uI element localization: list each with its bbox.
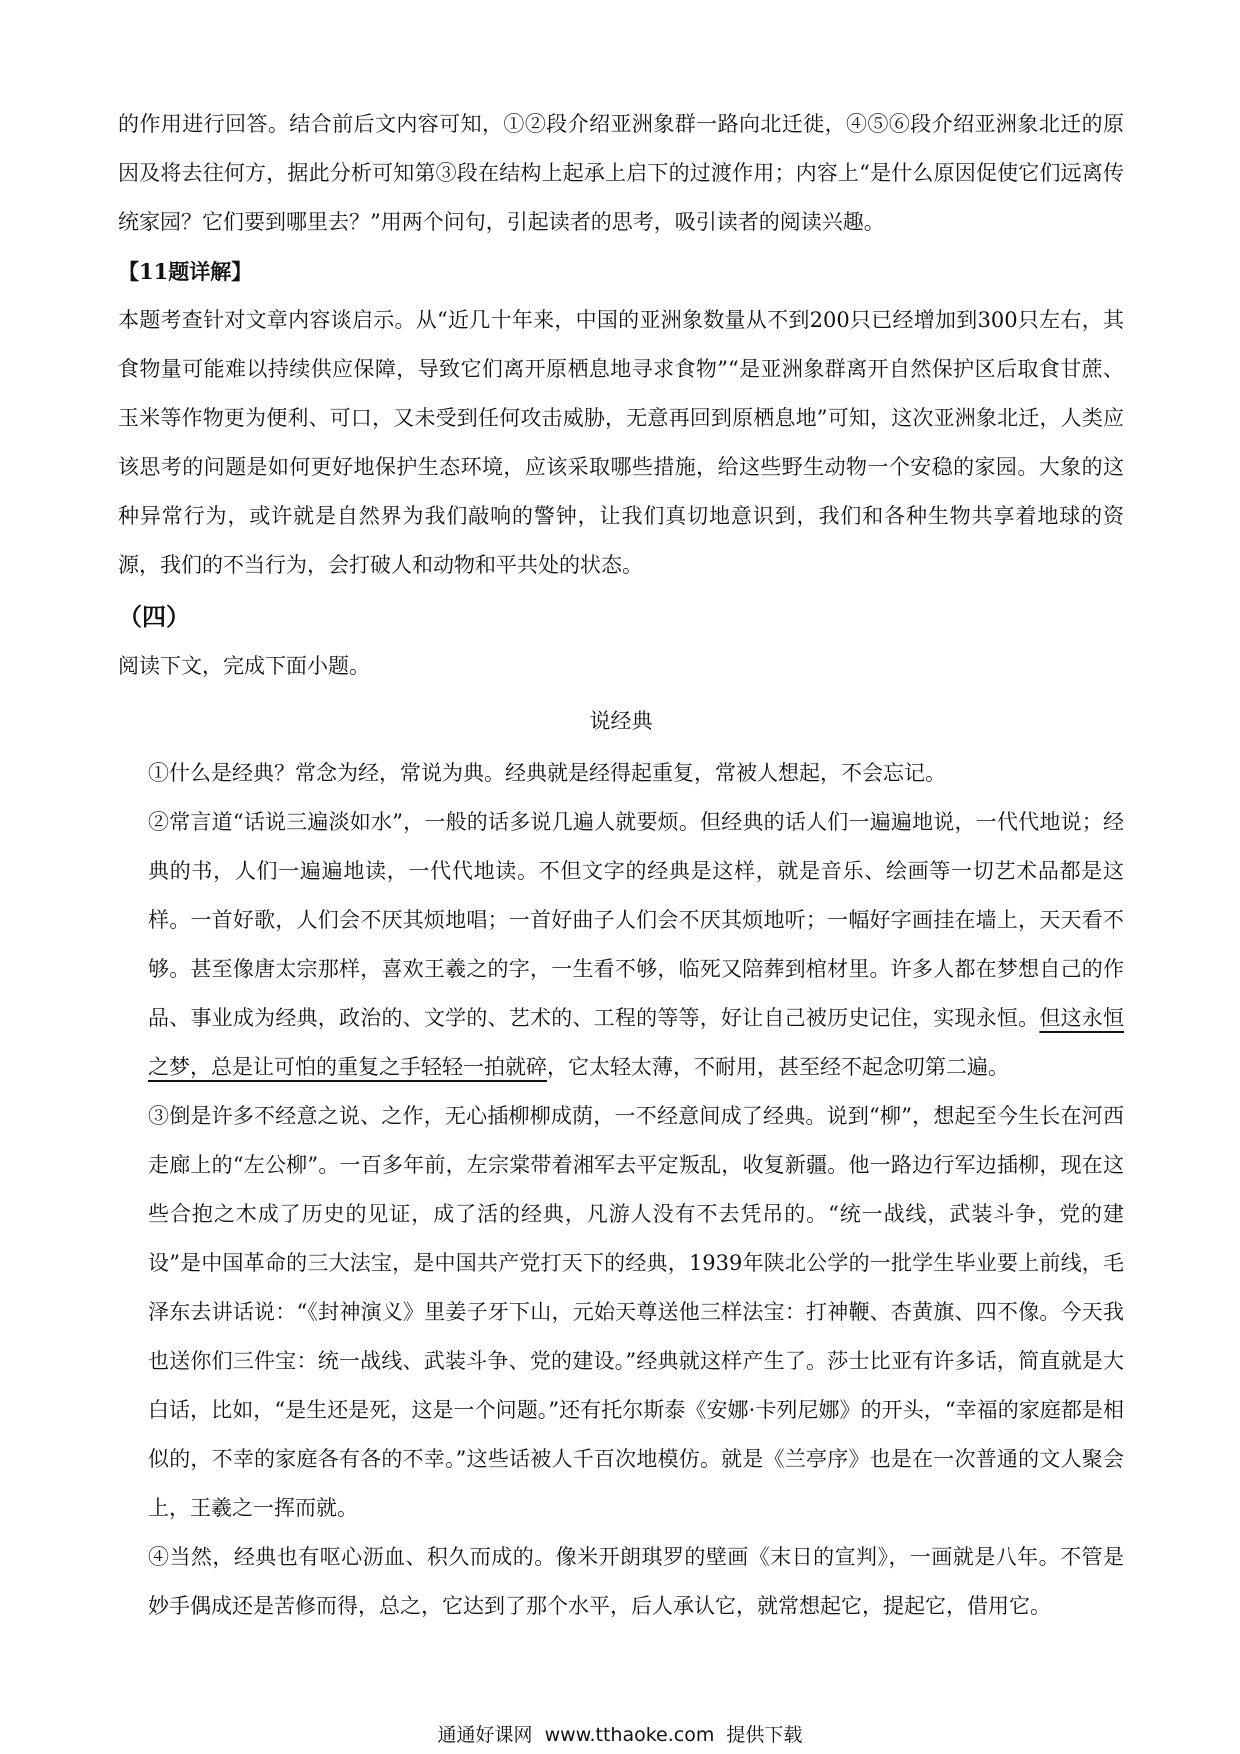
analysis-paragraph-q10: 的作用进行回答。结合前后文内容可知，①②段介绍亚洲象群一路向北迁徙，④⑤⑥段介绍亚洲象北迁的原因及将去往何方，据此分析可知第③段在结构上起承上启下的过渡作用；内容上“是什么原因促使它们远离传统家园？它们要到哪里去？”用两个问句，引起读者的思考，吸引读者的阅读兴趣。 bbox=[118, 112, 1124, 234]
page-footer bbox=[0, 1722, 1240, 1748]
footer-url[interactable]: www.tthaoke.com bbox=[544, 1724, 715, 1746]
footer-suffix: 提供下载 bbox=[726, 1724, 803, 1746]
article-paragraph-2 bbox=[118, 798, 1124, 1092]
analysis-paragraph-q11: 本题考查针对文章内容谈启示。从“近几十年来，中国的亚洲象数量从不到200只已经增加到300只左右，其食物量可能难以持续供应保障，导致它们离开原栖息地寻求食物”“是亚洲象群离开自然保护区后取食甘蔗、玉米等作物更为便利、可口，又未受到任何攻击威胁，无意再回到原栖息地”可知，这次亚洲象北迁，人类应该思考的问题是如何更好地保护生态环境，应该采取哪些措施，给这些野生动物一个安稳的家园。大象的这种异常行为，或许就是自然界为我们敲响的警钟，让我们真切地意识到，我们和各种生物共享着地球的资源，我们的不当行为，会打破人和动物和平共处的状态。 bbox=[118, 308, 1124, 577]
article-paragraph-3: ③倒是许多不经意之说、之作，无心插柳柳成荫，一不经意间成了经典。说到“柳”，想起至今生长在河西走廊上的“左公柳”。一百多年前，左宗棠带着湘军去平定叛乱，收复新疆。他一路边行军边插柳，现在这些合抱之木成了历史的见证，成了活的经典，凡游人没有不去凭吊的。“统一战线，武装斗争，党的建设”是中国革命的三大法宝，是中国共产党打天下的经典，1939年陕北公学的一批学生毕业要上前线，毛泽东去讲话说：“《封神演义》里姜子牙下山，元始天尊送他三样法宝：打神鞭、杏黄旗、四不像。今天我也送你们三件宝：统一战线、武装斗争、党的建设。”经典就这样产生了。莎士比亚有许多话，简直就是大白话，比如，“是生还是死，这是一个问题。”还有托尔斯泰《安娜·卡列尼娜》的开头，“幸福的家庭都是相似的，不幸的家庭各有各的不幸。”这些话被人千百次地模仿。就是《兰亭序》也是在一次普通的文人聚会上，王羲之一挥而就。 bbox=[148, 1104, 1124, 1520]
article-title: 说经典 bbox=[589, 709, 653, 733]
article-paragraph-4: ④当然，经典也有呕心沥血、积久而成的。像米开朗琪罗的壁画《末日的宣判》，一画就是八年。不管是妙手偶成还是苦修而得，总之，它达到了那个水平，后人承认它，就常想起它，提起它，借用它。 bbox=[148, 1545, 1124, 1618]
footer-site-name: 通通好课网 bbox=[437, 1724, 533, 1746]
article-paragraph-2-ending: ，它太轻太薄，不耐用，甚至经不起念叨第二遍。 bbox=[547, 1055, 1009, 1079]
section-four-marker: （四） bbox=[118, 602, 190, 631]
q11-heading: 【11题详解】 bbox=[118, 259, 253, 284]
reading-instruction: 阅读下文，完成下面小题。 bbox=[118, 654, 370, 678]
article-paragraph-2-text: ②常言道“话说三遍淡如水”，一般的话多说几遍人就要烦。但经典的话人们一遍遍地说，一代代地说；经典的书，人们一遍遍地读，一代代地读。不但文字的经典是这样，就是音乐、绘画等一切艺术品都是这样。一首好歌，人们会不厌其烦地唱；一首好曲子人们会不厌其烦地听；一幅好字画挂在墙上，天天看不够。甚至像唐太宗那样，喜欢王羲之的字，一生看不够，临死又陪葬到棺材里。许多人都在梦想自己的作品、事业成为经典，政治的、文学的、艺术的、工程的等等，好让自己被历史记住，实现永恒。 bbox=[148, 810, 1124, 1030]
document-page bbox=[118, 100, 1124, 1631]
article-paragraph-1: ①什么是经典？常念为经，常说为典。经典就是经得起重复，常被人想起，不会忘记。 bbox=[148, 761, 946, 785]
underlined-sentence: 但这永恒之梦，总是让可怕的重复之手轻轻一拍就碎 bbox=[148, 1006, 1125, 1079]
